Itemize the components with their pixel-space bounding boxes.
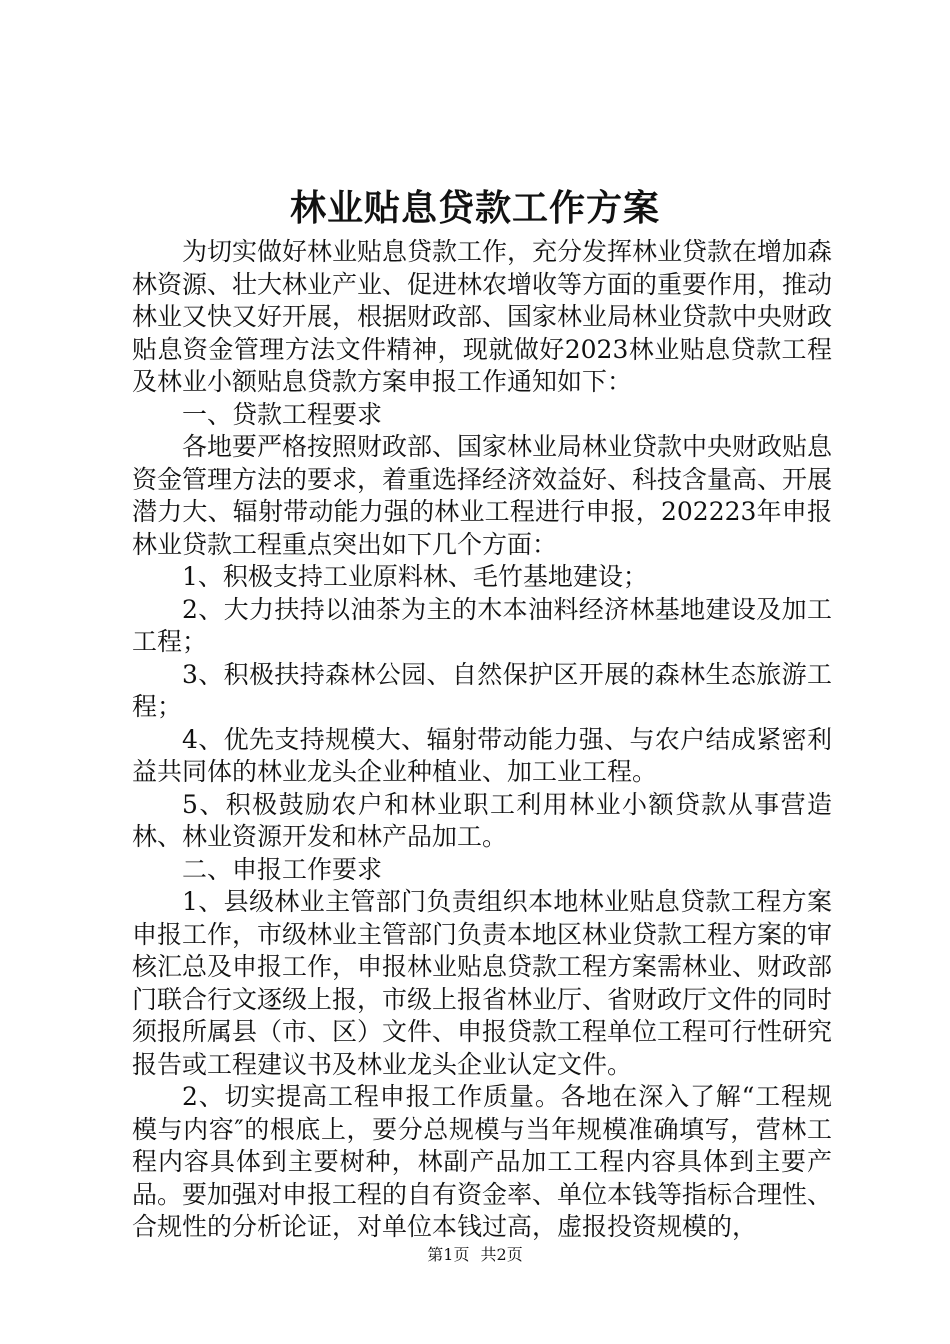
paragraph-application-2: 2、切实提高工程申报工作质量。各地在深入了解“工程规模与内容″的根底上，要分总规模与当年规模准确填写，营林工程内容具体到主要树种，林副产品加工工程内容具体到主要产品。要加强对申报工程的自有资金率、单位本钱等指标合理性、合规性的分析论证，对单位本钱过高，虚报投资规模的， [132, 1082, 833, 1241]
paragraph-loan-requirements: 各地要严格按照财政部、国家林业局林业贷款中央财政贴息资金管理方法的要求，着重选择经济效益好、科技含量高、开展潜力大、辐射带动能力强的林业工程进行申报，202223年申报林业贷款工程重点突出如下几个方面： [132, 432, 833, 559]
list-item-1: 1、积极支持工业原料林、毛竹基地建设； [182, 562, 648, 591]
page-footer [0, 1244, 950, 1266]
page-number: 第1页 [427, 1245, 470, 1264]
section-heading-application-requirements: 二、申报工作要求 [182, 854, 383, 884]
document-body [132, 236, 832, 1244]
document-title: 林业贴息贷款工作方案 [289, 188, 660, 229]
list-item-3: 3、积极扶持森林公园、自然保护区开展的森林生态旅游工程； [132, 659, 832, 721]
list-item-5: 5、积极鼓励农户和林业职工利用林业小额贷款从事营造林、林业资源开发和林产品加工。 [132, 789, 832, 851]
paragraph-application-1: 1、县级林业主管部门负责组织本地林业贴息贷款工程方案申报工作，市级林业主管部门负责本地区林业贷款工程方案的审核汇总及申报工作，申报林业贴息贷款工程方案需林业、财政部门联合行文逐级上报，市级上报省林业厅、省财政厅文件的同时须报所属县（市、区）文件、申报贷款工程单位工程可行性研究报告或工程建议书及林业龙头企业认定文件。 [132, 887, 833, 1079]
list-item-2: 2、大力扶持以油茶为主的木本油料经济林基地建设及加工工程； [132, 594, 832, 656]
page-total: 共2页 [480, 1245, 523, 1264]
list-item-4: 4、优先支持规模大、辐射带动能力强、与农户结成紧密利益共同体的林业龙头企业种植业、加工业工程。 [132, 724, 832, 786]
paragraph-intro: 为切实做好林业贴息贷款工作，充分发挥林业贷款在增加森林资源、壮大林业产业、促进林农增收等方面的重要作用，推动林业又快又好开展，根据财政部、国家林业局林业贷款中央财政贴息资金管理方法文件精神，现就做好2023林业贴息贷款工程及林业小额贴息贷款方案申报工作通知如下： [132, 237, 833, 396]
section-heading-loan-requirements: 一、贷款工程要求 [182, 399, 383, 429]
